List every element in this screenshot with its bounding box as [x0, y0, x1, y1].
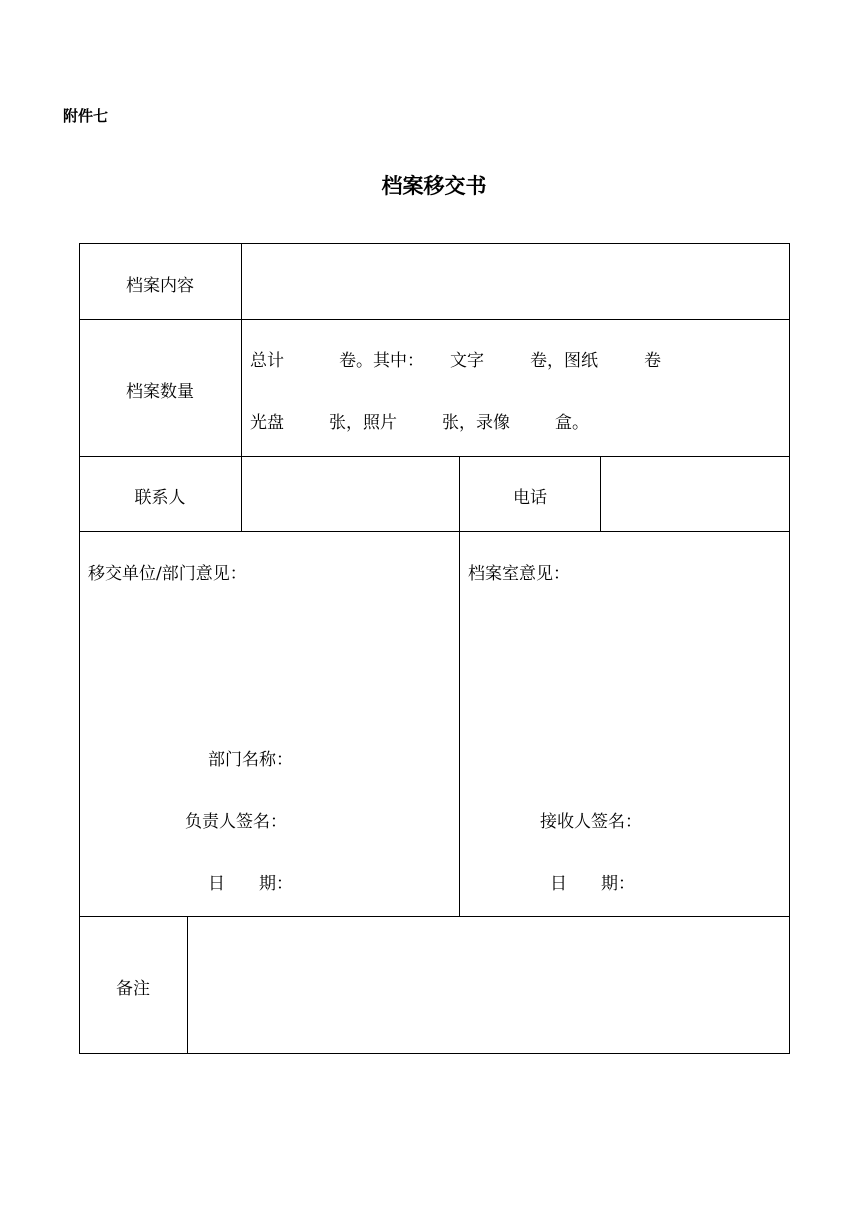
date-day-label: 日	[208, 874, 225, 894]
sheets-photos-label: 张，照片	[329, 413, 397, 433]
responsible-signature-label: 负责人签名：	[185, 812, 287, 832]
transfer-form-table	[79, 243, 790, 1054]
remarks-field[interactable]	[188, 917, 789, 1053]
table-border-right	[789, 243, 790, 1054]
volumes-drawings-label: 卷，图纸	[530, 351, 598, 371]
transfer-opinion-heading: 移交单位/部门意见：	[88, 564, 247, 584]
phone-label: 电话	[513, 488, 547, 508]
row-divider	[79, 531, 790, 532]
content-label: 档案内容	[126, 276, 194, 296]
quantity-label: 档案数量	[126, 382, 194, 402]
contact-label: 联系人	[134, 488, 186, 508]
dept-name-label: 部门名称：	[208, 750, 293, 770]
content-field[interactable]	[242, 244, 789, 319]
discs-label: 光盘	[250, 413, 284, 433]
phone-field[interactable]	[601, 457, 789, 531]
volumes-among-label: 卷。其中：	[339, 351, 424, 371]
total-label: 总计	[250, 351, 284, 371]
table-border-left	[79, 243, 80, 1054]
contact-field[interactable]	[242, 457, 459, 531]
text-docs-label: 文字	[450, 351, 484, 371]
archive-opinion-heading: 档案室意见：	[468, 564, 570, 584]
volumes-label: 卷	[644, 351, 661, 371]
date-period-label: 期：	[259, 874, 293, 894]
date-day-label: 日	[550, 874, 567, 894]
row-divider	[79, 319, 790, 320]
remarks-label: 备注	[116, 979, 150, 999]
column-divider	[459, 456, 460, 917]
table-border-bottom	[79, 1053, 790, 1054]
receiver-signature-label: 接收人签名：	[540, 812, 642, 832]
attachment-label: 附件七	[63, 107, 109, 125]
date-period-label: 期：	[601, 874, 635, 894]
document-title: 档案移交书	[381, 173, 487, 198]
boxes-label: 盒。	[555, 413, 589, 433]
sheets-videos-label: 张，录像	[442, 413, 510, 433]
